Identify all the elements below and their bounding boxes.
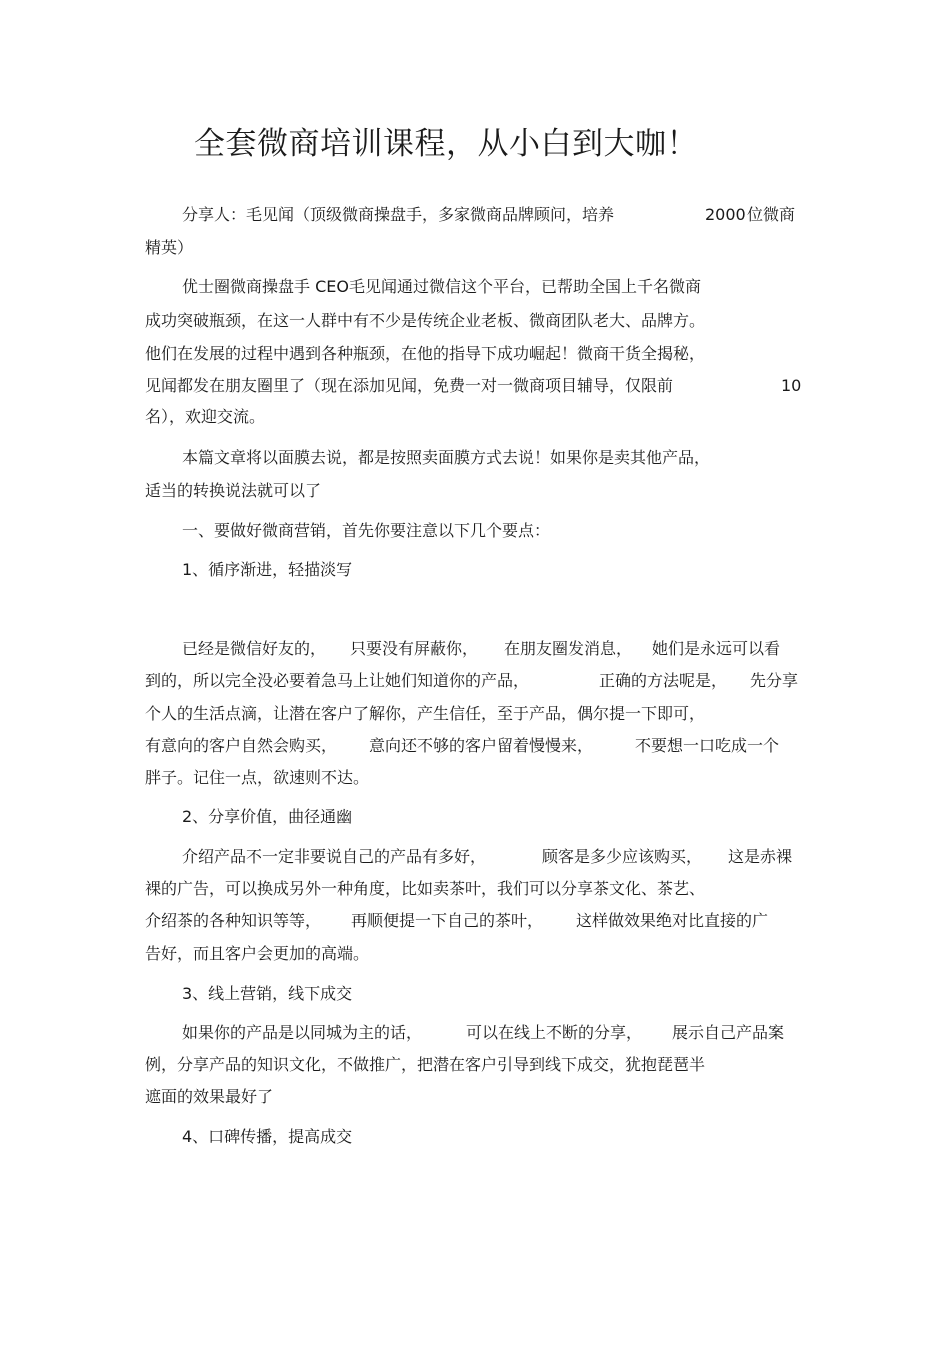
sharer-tail: 位微商 xyxy=(747,205,796,224)
text-segment: 这样做效果绝对比直接的广 xyxy=(576,911,769,930)
page-title: 全套微商培训课程，从小白到大咖！ xyxy=(194,126,698,162)
text-segment: 意向还不够的客户留着慢慢来， xyxy=(369,736,594,755)
text-segment: 再顺便提一下自己的茶叶， xyxy=(351,911,544,930)
intro-line: 名），欢迎交流。 xyxy=(145,407,266,426)
sharer-text: 分享人：毛见闻（顶级微商操盘手，多家微商品牌顾问，培养 xyxy=(182,205,615,224)
paragraph-line xyxy=(145,703,705,725)
note-line: 适当的转换说法就可以了 xyxy=(145,481,322,500)
intro-number: 10 xyxy=(781,376,802,395)
point-heading: 1、循序渐进，轻描淡写 xyxy=(182,560,353,579)
intro-line xyxy=(145,375,802,397)
intro-line: 他们在发展的过程中遇到各种瓶颈，在他的指导下成功崛起！微商干货全揭秘， xyxy=(145,344,706,363)
paragraph-line xyxy=(145,878,705,900)
text-segment: 个人的生活点滴，让潜在客户了解你，产生信任，至于产品，偶尔提一下即可， xyxy=(145,704,706,723)
point-heading: 2、分享价值，曲径通幽 xyxy=(182,807,353,826)
text-segment: 遮面的效果最好了 xyxy=(145,1087,274,1106)
text-segment: 裸的广告，可以换成另外一种角度，比如卖茶叶，我们可以分享茶文化、茶艺、 xyxy=(145,879,706,898)
text-segment: 只要没有屏蔽你， xyxy=(350,639,479,658)
text-segment: 先分享 xyxy=(750,671,799,690)
paragraph-line xyxy=(145,1086,273,1108)
sharer-line xyxy=(182,204,796,226)
text-segment: 展示自己产品案 xyxy=(672,1023,785,1042)
point-heading: 4、口碑传播，提高成交 xyxy=(182,1127,353,1146)
text-segment: 这是赤裸 xyxy=(728,847,793,866)
intro-text: 见闻都发在朋友圈里了（现在添加见闻，免费一对一微商项目辅导，仅限前 xyxy=(145,376,674,395)
section-heading: 一、要做好微商营销，首先你要注意以下几个要点： xyxy=(182,521,551,540)
text-segment: 有意向的客户自然会购买， xyxy=(145,736,338,755)
text-segment: 在朋友圈发消息， xyxy=(504,639,633,658)
intro-line: 优士圈微商操盘手 CEO毛见闻通过微信这个平台，已帮助全国上千名微商 xyxy=(182,277,701,296)
text-segment: 已经是微信好友的， xyxy=(182,639,327,658)
text-segment: 不要想一口吃成一个 xyxy=(635,736,780,755)
sharer-line-2: 精英） xyxy=(145,238,194,257)
text-segment: 正确的方法呢是， xyxy=(599,671,728,690)
text-segment: 介绍茶的各种知识等等， xyxy=(145,911,322,930)
text-segment: 到的，所以完全没必要着急马上让她们知道你的产品， xyxy=(145,671,530,690)
paragraph-line xyxy=(145,943,369,965)
text-segment: 顾客是多少应该购买， xyxy=(542,847,703,866)
intro-line: 成功突破瓶颈，在这一人群中有不少是传统企业老板、微商团队老大、品牌方。 xyxy=(145,311,706,330)
text-segment: 告好，而且客户会更加的高端。 xyxy=(145,944,370,963)
text-segment: 她们是永远可以看 xyxy=(652,639,781,658)
text-segment: 介绍产品不一定非要说自己的产品有多好， xyxy=(182,847,487,866)
text-segment: 例，分享产品的知识文化，不做推广，把潜在客户引导到线下成交，犹抱琵琶半 xyxy=(145,1055,706,1074)
paragraph-line xyxy=(145,767,369,789)
note-line: 本篇文章将以面膜去说，都是按照卖面膜方式去说！如果你是卖其他产品， xyxy=(182,448,711,467)
sharer-number: 2000 xyxy=(705,205,746,224)
point-heading: 3、线上营销，线下成交 xyxy=(182,984,353,1003)
text-segment: 可以在线上不断的分享， xyxy=(466,1023,643,1042)
text-segment: 如果你的产品是以同城为主的话， xyxy=(182,1023,423,1042)
text-segment: 胖子。记住一点，欲速则不达。 xyxy=(145,768,370,787)
paragraph-line xyxy=(145,1054,705,1076)
